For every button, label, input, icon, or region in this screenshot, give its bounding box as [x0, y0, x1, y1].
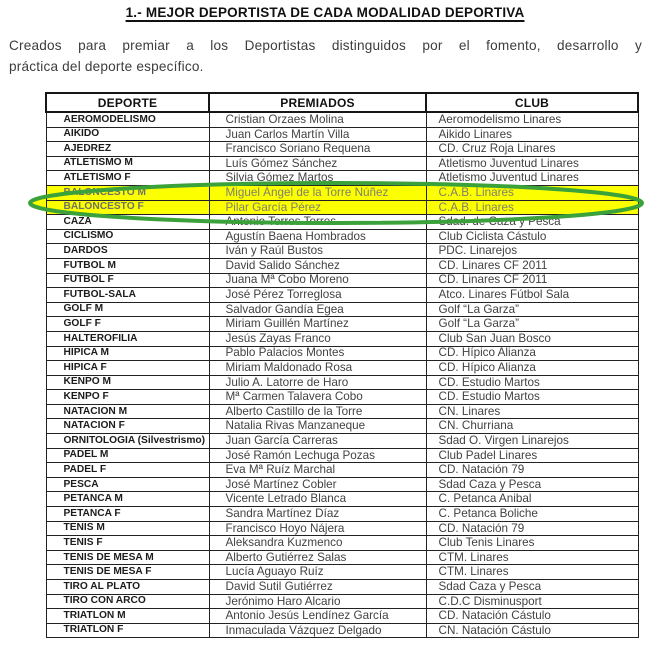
premiados-cell: Miriam Maldonado Rosa: [209, 361, 426, 376]
club-cell: CD. Linares CF 2011: [426, 273, 638, 288]
club-cell: CD. Estudio Martos: [426, 390, 638, 405]
premiados-cell: Natalia Rivas Manzaneque: [209, 419, 426, 434]
page-title: 1.- MEJOR DEPORTISTA DE CADA MODALIDAD DEPORTIVA: [125, 5, 525, 20]
club-cell: Club Tenis Linares: [426, 536, 638, 551]
table-row: [46, 317, 638, 332]
premiados-cell: Vicente Letrado Blanca: [209, 492, 426, 507]
deporte-cell: PADEL M: [46, 448, 209, 463]
table-row: [46, 288, 638, 303]
club-cell: CD. Natación 79: [426, 521, 638, 536]
club-cell: CD. Estudio Martos: [426, 375, 638, 390]
premiados-cell: Luís Gómez Sánchez: [209, 156, 426, 171]
table-row: [46, 331, 638, 346]
premiados-cell: Sandra Martínez Díaz: [209, 507, 426, 522]
table-row: [46, 142, 638, 157]
table-row: [46, 404, 638, 419]
table-row: [46, 536, 638, 551]
premiados-cell: Aleksandra Kuzmenco: [209, 536, 426, 551]
table-row: [46, 112, 638, 127]
club-cell: Aeromodelismo Linares: [426, 112, 638, 127]
deporte-cell: GOLF M: [46, 302, 209, 317]
club-cell: Club San Juan Bosco: [426, 331, 638, 346]
table-row: [46, 550, 638, 565]
deporte-cell: AJEDREZ: [46, 142, 209, 157]
header-deporte: DEPORTE: [46, 93, 209, 112]
table-row: [46, 273, 638, 288]
table-row: [46, 609, 638, 624]
club-cell: C. Petanca Boliche: [426, 507, 638, 522]
premiados-cell: Miriam Guillén Martínez: [209, 317, 426, 332]
club-cell: C.A.B. Linares: [426, 185, 638, 200]
table-row: [46, 390, 638, 405]
club-cell: Atletismo Juventud Linares: [426, 156, 638, 171]
intro-paragraph: [9, 35, 642, 77]
deporte-cell: ATLETISMO F: [46, 171, 209, 186]
table-row: [46, 492, 638, 507]
club-cell: CD. Hípico Alianza: [426, 346, 638, 361]
deporte-cell: PADEL F: [46, 463, 209, 478]
deporte-cell: TRIATLON M: [46, 609, 209, 624]
premiados-cell: Silvia Gómez Martos: [209, 171, 426, 186]
deporte-cell: NATACION M: [46, 404, 209, 419]
deporte-cell: TENIS DE MESA F: [46, 565, 209, 580]
deporte-cell: FUTBOL-SALA: [46, 288, 209, 303]
deporte-cell: NATACION F: [46, 419, 209, 434]
premiados-cell: Jesús Zayas Franco: [209, 331, 426, 346]
deporte-cell: FUTBOL F: [46, 273, 209, 288]
deporte-cell: BALONCESTO F: [46, 200, 209, 215]
intro-line-1: Creados para premiar a los Deportistas distinguidos por el fomento, desarrollo y: [9, 38, 642, 53]
table-row: [46, 346, 638, 361]
premiados-cell: Julio A. Latorre de Haro: [209, 375, 426, 390]
premiados-cell: Agustín Baena Hombrados: [209, 229, 426, 244]
club-cell: Club Padel Linares: [426, 448, 638, 463]
premiados-cell: Eva Mª Ruíz Marchal: [209, 463, 426, 478]
premiados-cell: Juana Mª Cobo Moreno: [209, 273, 426, 288]
club-cell: C. Petanca Anibal: [426, 492, 638, 507]
club-cell: CN. Natación Cástulo: [426, 623, 638, 638]
table-header-row: [46, 93, 638, 112]
premiados-cell: Iván y Raúl Bustos: [209, 244, 426, 259]
premiados-cell: Cristian Orzaes Molina: [209, 112, 426, 127]
deporte-cell: PETANCA M: [46, 492, 209, 507]
deporte-cell: CAZA: [46, 215, 209, 230]
table-row: [46, 361, 638, 376]
table-row: [46, 215, 638, 230]
table-row: [46, 171, 638, 186]
club-cell: CD. Hípico Alianza: [426, 361, 638, 376]
premiados-cell: Francisco Hoyo Nájera: [209, 521, 426, 536]
deporte-cell: TRIATLON F: [46, 623, 209, 638]
table-row: [46, 594, 638, 609]
table-row: [46, 580, 638, 595]
premiados-cell: David Sutil Gutiérrez: [209, 580, 426, 595]
premiados-cell: Inmaculada Vázquez Delgado: [209, 623, 426, 638]
deporte-cell: KENPO F: [46, 390, 209, 405]
premiados-cell: Pablo Palacios Montes: [209, 346, 426, 361]
deporte-cell: TENIS F: [46, 536, 209, 551]
table-row: [46, 258, 638, 273]
table-row: [46, 302, 638, 317]
table-row: [46, 434, 638, 449]
premiados-cell: Antonio Torres Torres: [209, 215, 426, 230]
awards-table-grid: [45, 92, 639, 638]
deporte-cell: PETANCA F: [46, 507, 209, 522]
premiados-cell: Juan García Carreras: [209, 434, 426, 449]
deporte-cell: HIPICA F: [46, 361, 209, 376]
club-cell: Sdad O. Virgen Linarejos: [426, 434, 638, 449]
table-row: [46, 565, 638, 580]
premiados-cell: Pilar García Pérez: [209, 200, 426, 215]
premiados-cell: Alberto Castillo de la Torre: [209, 404, 426, 419]
deporte-cell: ATLETISMO M: [46, 156, 209, 171]
deporte-cell: TENIS DE MESA M: [46, 550, 209, 565]
premiados-cell: Lucía Aguayo Ruíz: [209, 565, 426, 580]
deporte-cell: TIRO AL PLATO: [46, 580, 209, 595]
club-cell: Golf “La Garza”: [426, 302, 638, 317]
table-row: [46, 419, 638, 434]
premiados-cell: David Salido Sánchez: [209, 258, 426, 273]
table-row: [46, 623, 638, 638]
club-cell: Sdad Caza y Pesca: [426, 477, 638, 492]
club-cell: Atletismo Juventud Linares: [426, 171, 638, 186]
club-cell: Sdad Caza y Pesca: [426, 580, 638, 595]
table-row: [46, 477, 638, 492]
deporte-cell: BALONCESTO M: [46, 185, 209, 200]
premiados-cell: José Pérez Torreglosa: [209, 288, 426, 303]
club-cell: CD. Natación 79: [426, 463, 638, 478]
premiados-cell: Francisco Soriano Requena: [209, 142, 426, 157]
header-club: CLUB: [426, 93, 638, 112]
club-cell: Atco. Linares Fútbol Sala: [426, 288, 638, 303]
table-row: [46, 463, 638, 478]
premiados-cell: José Martínez Cobler: [209, 477, 426, 492]
club-cell: CN. Churriana: [426, 419, 638, 434]
club-cell: Club Ciclista Cástulo: [426, 229, 638, 244]
club-cell: CN. Linares: [426, 404, 638, 419]
premiados-cell: Jerónimo Haro Alcario: [209, 594, 426, 609]
table-row: [46, 448, 638, 463]
club-cell: Golf “La Garza”: [426, 317, 638, 332]
premiados-cell: Miguel Ángel de la Torre Núñez: [209, 185, 426, 200]
table-row: [46, 244, 638, 259]
deporte-cell: HIPICA M: [46, 346, 209, 361]
deporte-cell: GOLF F: [46, 317, 209, 332]
deporte-cell: PESCA: [46, 477, 209, 492]
premiados-cell: Juan Carlos Martín Villa: [209, 127, 426, 142]
club-cell: PDC. Linarejos: [426, 244, 638, 259]
club-cell: CD. Natación Cástulo: [426, 609, 638, 624]
premiados-cell: Antonio Jesús Lendínez García: [209, 609, 426, 624]
deporte-cell: DARDOS: [46, 244, 209, 259]
deporte-cell: ORNITOLOGIA (Silvestrismo): [46, 434, 209, 449]
table-row: [46, 156, 638, 171]
table-row: [46, 229, 638, 244]
premiados-cell: José Ramón Lechuga Pozas: [209, 448, 426, 463]
intro-line-2: práctica del deporte específico.: [9, 59, 204, 74]
deporte-cell: HALTEROFILIA: [46, 331, 209, 346]
club-cell: CD. Cruz Roja Linares: [426, 142, 638, 157]
deporte-cell: TENIS M: [46, 521, 209, 536]
deporte-cell: AIKIDO: [46, 127, 209, 142]
premiados-cell: Alberto Gutiérrez Salas: [209, 550, 426, 565]
club-cell: C.D.C Disminusport: [426, 594, 638, 609]
table-row: [46, 521, 638, 536]
table-row: [46, 375, 638, 390]
club-cell: C.A.B. Linares: [426, 200, 638, 215]
deporte-cell: TIRO CON ARCO: [46, 594, 209, 609]
premiados-cell: Mª Carmen Talavera Cobo: [209, 390, 426, 405]
table-row: [46, 127, 638, 142]
header-premiados: PREMIADOS: [209, 93, 426, 112]
table-row: [46, 200, 638, 215]
table-row: [46, 185, 638, 200]
awards-table: [45, 92, 639, 638]
club-cell: CTM. Linares: [426, 550, 638, 565]
club-cell: Sdad. de Caza y Pesca: [426, 215, 638, 230]
deporte-cell: AEROMODELISMO: [46, 112, 209, 127]
club-cell: CD. Linares CF 2011: [426, 258, 638, 273]
club-cell: CTM. Linares: [426, 565, 638, 580]
deporte-cell: FUTBOL M: [46, 258, 209, 273]
premiados-cell: Salvador Gandía Egea: [209, 302, 426, 317]
club-cell: Aikido Linares: [426, 127, 638, 142]
deporte-cell: CICLISMO: [46, 229, 209, 244]
table-row: [46, 507, 638, 522]
deporte-cell: KENPO M: [46, 375, 209, 390]
